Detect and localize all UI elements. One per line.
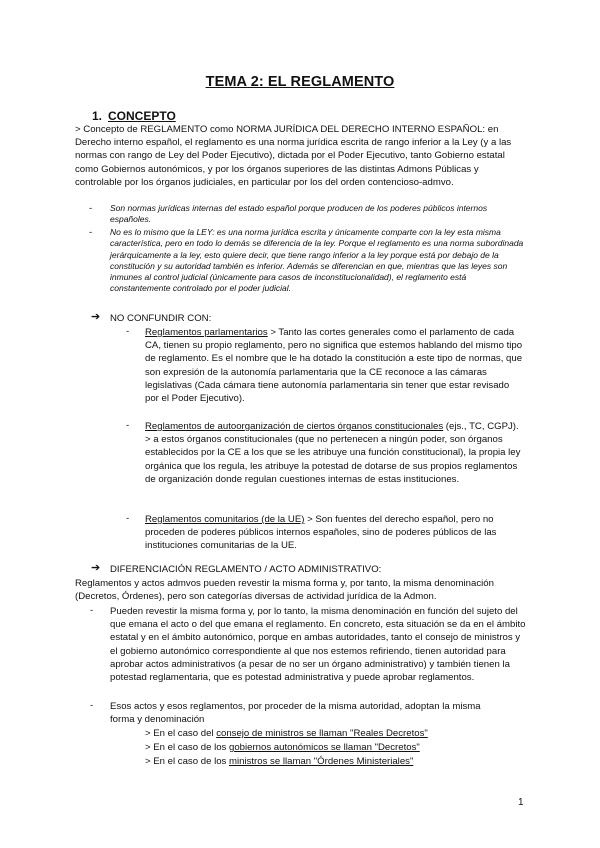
sub-point bbox=[145, 755, 413, 768]
bullet-dash: - bbox=[126, 420, 130, 431]
section-heading bbox=[92, 109, 176, 123]
bullet-dash: - bbox=[89, 203, 93, 214]
confusion-item bbox=[145, 513, 525, 553]
diferenciacion-intro: Reglamentos y actos admvos pueden revestir la misma forma y, por tanto, la misma denominación (Decretos, Órdenes), pero son categorías diversas de actividad jurídica de la Admon. bbox=[75, 578, 494, 603]
sub-point-underlined: consejo de ministros se llaman "Reales Decretos" bbox=[216, 728, 428, 739]
section-title: CONCEPTO bbox=[108, 109, 176, 123]
sub-point-underlined: gobiernos autonómicos se llaman "Decretos" bbox=[229, 742, 420, 753]
italic-point: Son normas jurídicas internas del estado español porque producen de los poderes públicos internos españoles. bbox=[110, 203, 488, 225]
bullet-dash: - bbox=[89, 227, 93, 238]
bullet-dash: - bbox=[90, 700, 94, 711]
italic-point: No es lo mismo que la LEY: es una norma jurídica escrita y únicamente comparte con la ley esta misma característica, pero en todo lo demás se diferencia de la ley. Porque el reglamento es una norma subordinada jerárquicamente a la ley, esto quiere decir, que tiene rango inferior a la ley porque está por debajo de la constitución y su autoridad también es inferior. Además se diferencian en que, mientras que las leyes son inmunes al control judicial (únicamente para casos de inconstitucionalidad), el reglamento está constantemente controlado por el poder judicial. bbox=[110, 227, 524, 294]
intro-paragraph: > Concepto de REGLAMENTO como NORMA JURÍDICA DEL DERECHO INTERNO ESPAÑOL: en Derecho interno español, el reglamento es una norma jurídica escrita de rango inferior a la Ley (y a las normas con rango de Ley del Poder Ejecutivo), dictada por el Poder Ejecutivo, tanto Gobierno estatal como Gobiernos autonómicos, y por los órganos superiores de las distintas Admons Públicas y controlable por los órganos judiciales, en particular por los del orden contencioso-admvo. bbox=[75, 124, 512, 188]
page-number: 1 bbox=[518, 797, 524, 808]
sub-point-prefix: > En el caso de los bbox=[145, 742, 229, 753]
diferenciacion-heading: DIFERENCIACIÓN REGLAMENTO / ACTO ADMINISTRATIVO: bbox=[110, 564, 382, 575]
diferenciacion-point: Pueden revestir la misma forma y, por lo tanto, la misma denominación en función del sujeto del que emana el acto o del que emana el reglamento. En concreto, esta situación se da en el ámbito estatal y en el ámbito autonómico, porque en ambas autoridades, tanto el consejo de ministros y el gobierno autonómico correspondiente al que nos estemos refiriendo, tienen autoridad para aprobar actos administrativos (a pesar de no ser un órgano administrativo) y también tienen la potestad reglamentaria, que es potestad administrativa y puede aprobar reglamentos. bbox=[110, 606, 526, 684]
confusion-text: > Son fuentes del derecho español, pero no proceden de poderes públicos internos españoles, sino de poderes públicos de las instituciones comunitarias de la UE. bbox=[145, 514, 497, 552]
no-confundir-heading: NO CONFUNDIR CON: bbox=[110, 313, 212, 324]
bullet-dash: - bbox=[90, 605, 94, 616]
confusion-term: Reglamentos comunitarios (de la UE) bbox=[145, 514, 305, 525]
arrow-right-icon: ➔ bbox=[91, 562, 101, 574]
confusion-text: > Tanto las cortes generales como el parlamento de cada CA, tienen su propio reglamento, pero no significa que estemos hablando del mismo tipo de reglamento. Es el nombre que le ha dotado la constitución a este tipo de normas, que son expresión de la autonomía parlamentaria que la CE reconoce a las cámaras legislativas (Cada cámara tiene autonomía parlamentaria sin tener que estar revisado por el Poder Ejecutivo). bbox=[145, 327, 523, 405]
sub-point bbox=[145, 741, 420, 754]
confusion-term: Reglamentos de autoorganización de ciertos órganos constitucionales bbox=[145, 421, 444, 432]
confusion-item bbox=[145, 326, 525, 405]
bullet-dash: - bbox=[126, 513, 130, 524]
confusion-term: Reglamentos parlamentarios bbox=[145, 327, 268, 338]
diferenciacion-point: Esos actos y esos reglamentos, por proceder de la misma autoridad, adoptan la misma forma y denominación bbox=[110, 701, 481, 726]
arrow-right-icon: ➔ bbox=[91, 311, 101, 323]
bullet-dash: - bbox=[126, 326, 130, 337]
confusion-item bbox=[145, 420, 525, 486]
sub-point-prefix: > En el caso de los bbox=[145, 756, 229, 767]
confusion-text: (ejs., TC, CGPJ). > a estos órganos constitucionales (que no pertenecen a ningún poder, son órganos establecidos por la CE a los que se les atribuye una función constitucional), la propia ley orgánica que los regula, les atribuye la potestad de dotarse de sus propios reglamentos de organización donde regulan cuestiones internas de estas instituciones. bbox=[145, 421, 521, 485]
sub-point-underlined: ministros se llaman "Órdenes Ministeriales" bbox=[229, 756, 414, 767]
sub-point bbox=[145, 727, 428, 740]
document-title: TEMA 2: EL REGLAMENTO bbox=[205, 74, 395, 90]
sub-point-prefix: > En el caso del bbox=[145, 728, 217, 739]
section-number: 1. bbox=[92, 109, 103, 123]
